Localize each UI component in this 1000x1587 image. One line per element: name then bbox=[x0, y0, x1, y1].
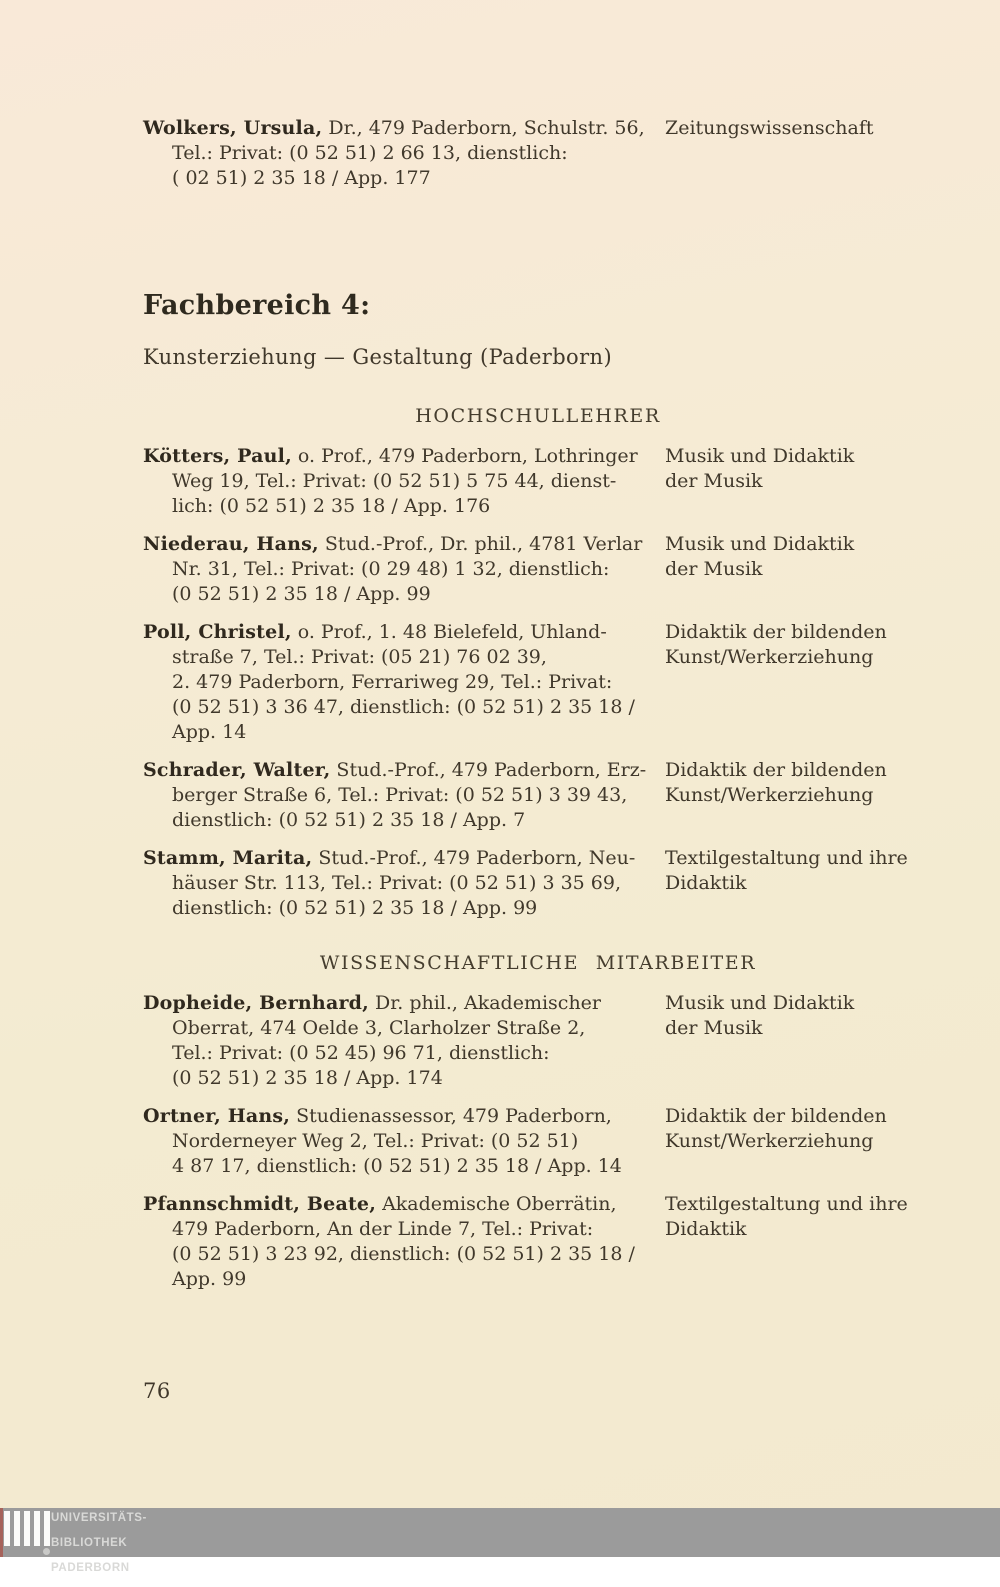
person-name: Ortner, Hans, bbox=[143, 1105, 291, 1127]
entry-subject bbox=[665, 758, 965, 833]
text-line: Oberrat, 474 Oelde 3, Clarholzer Straße 2, bbox=[172, 1017, 586, 1039]
person-name: Stamm, Marita, bbox=[143, 847, 313, 869]
entry-address bbox=[143, 758, 655, 833]
entry-first-line-rest: Dr., 479 Paderborn, Schulstr. 56, bbox=[322, 117, 645, 139]
text-line: UNIVERSITÄTS- bbox=[51, 1512, 147, 1524]
entry-subject bbox=[665, 991, 965, 1091]
directory-entry-pfannschmidt bbox=[143, 1192, 1000, 1292]
text-line: 4 87 17, dienstlich: (0 52 51) 2 35 18 / App. 14 bbox=[172, 1155, 622, 1177]
logo-bar-icon bbox=[44, 1511, 50, 1546]
group-heading-wiss-mitarbeiter: WISSENSCHAFTLICHE MITARBEITER bbox=[319, 952, 757, 974]
entry-first-line bbox=[143, 532, 655, 557]
library-logo-icon bbox=[4, 1511, 50, 1555]
entry-continuation bbox=[143, 1016, 655, 1091]
person-name: Kötters, Paul, bbox=[143, 445, 292, 467]
text-line: Nr. 31, Tel.: Privat: (0 29 48) 1 32, dienstlich: bbox=[172, 558, 610, 580]
directory-entry-wolkers bbox=[143, 116, 1000, 191]
entry-continuation bbox=[143, 783, 655, 833]
text-line: Didaktik der bildenden bbox=[665, 759, 887, 781]
section-subtitle: Kunsterziehung — Gestaltung (Paderborn) bbox=[143, 345, 613, 369]
text-line: Kunst/Werkerziehung bbox=[665, 646, 874, 668]
entry-subject bbox=[665, 532, 965, 607]
text-line: Textilgestaltung und ihre bbox=[665, 1193, 908, 1215]
entry-subject bbox=[665, 846, 965, 921]
text-line: Musik und Didaktik bbox=[665, 533, 855, 555]
entry-first-line-rest: o. Prof., 1. 48 Bielefeld, Uhland- bbox=[291, 621, 607, 643]
text-line: Didaktik bbox=[665, 872, 747, 894]
entry-address bbox=[143, 444, 655, 519]
directory-entry-koetters bbox=[143, 444, 1000, 519]
entry-first-line bbox=[143, 620, 655, 645]
entry-first-line bbox=[143, 991, 655, 1016]
entry-first-line bbox=[143, 116, 655, 141]
footer-red-edge bbox=[0, 1508, 3, 1557]
text-line: Tel.: Privat: (0 52 45) 96 71, dienstlich: bbox=[172, 1042, 550, 1064]
logo-bar-icon bbox=[24, 1511, 30, 1546]
text-line: Textilgestaltung und ihre bbox=[665, 847, 908, 869]
text-line: lich: (0 52 51) 2 35 18 / App. 176 bbox=[172, 495, 491, 517]
entry-address bbox=[143, 116, 655, 191]
text-line: (0 52 51) 3 36 47, dienstlich: (0 52 51) 2 35 18 / bbox=[172, 696, 635, 718]
group-heading-hochschullehrer: HOCHSCHULLEHRER bbox=[415, 405, 661, 427]
text-line: der Musik bbox=[665, 470, 763, 492]
entry-address bbox=[143, 1104, 655, 1179]
text-line: häuser Str. 113, Tel.: Privat: (0 52 51) 3 35 69, bbox=[172, 872, 622, 894]
entry-subject bbox=[665, 1192, 965, 1292]
entry-first-line bbox=[143, 758, 655, 783]
entry-address bbox=[143, 1192, 655, 1292]
text-line: Didaktik der bildenden bbox=[665, 621, 887, 643]
text-line: Musik und Didaktik bbox=[665, 992, 855, 1014]
text-line: der Musik bbox=[665, 1017, 763, 1039]
entry-continuation bbox=[143, 1129, 655, 1179]
group-hochschullehrer bbox=[143, 444, 1000, 921]
entry-first-line-rest: Akademische Oberrätin, bbox=[376, 1193, 617, 1215]
logo-dot-icon bbox=[43, 1548, 50, 1555]
entry-first-line bbox=[143, 1192, 655, 1217]
person-name: Poll, Christel, bbox=[143, 621, 292, 643]
text-line: ( 02 51) 2 35 18 / App. 177 bbox=[172, 167, 431, 189]
library-footer-bar bbox=[0, 1508, 1000, 1574]
text-line: Zeitungswissenschaft bbox=[665, 117, 874, 139]
text-line: der Musik bbox=[665, 558, 763, 580]
entry-subject bbox=[665, 620, 965, 745]
directory-entry-niederau bbox=[143, 532, 1000, 607]
text-line: Kunst/Werkerziehung bbox=[665, 1130, 874, 1152]
entry-first-line-rest: Studienassessor, 479 Paderborn, bbox=[290, 1105, 612, 1127]
entry-continuation bbox=[143, 557, 655, 607]
text-line: App. 14 bbox=[172, 721, 247, 743]
entry-address bbox=[143, 532, 655, 607]
text-line: (0 52 51) 2 35 18 / App. 174 bbox=[172, 1067, 443, 1089]
text-line: Musik und Didaktik bbox=[665, 445, 855, 467]
library-name bbox=[51, 1512, 147, 1587]
directory-entry-schrader bbox=[143, 758, 1000, 833]
entry-first-line bbox=[143, 1104, 655, 1129]
entry-continuation bbox=[143, 469, 655, 519]
entry-continuation bbox=[143, 871, 655, 921]
entry-first-line bbox=[143, 846, 655, 871]
page-number: 76 bbox=[143, 1379, 171, 1403]
entry-subject bbox=[665, 444, 965, 519]
text-line: Weg 19, Tel.: Privat: (0 52 51) 5 75 44, dienst- bbox=[172, 470, 617, 492]
text-line: dienstlich: (0 52 51) 2 35 18 / App. 7 bbox=[172, 809, 526, 831]
entry-first-line-rest: Stud.-Prof., Dr. phil., 4781 Verlar bbox=[318, 533, 643, 555]
entry-first-line bbox=[143, 444, 655, 469]
text-line: PADERBORN bbox=[51, 1562, 130, 1574]
text-line: (0 52 51) 3 23 92, dienstlich: (0 52 51) 2 35 18 / bbox=[172, 1243, 635, 1265]
directory-entry-ortner bbox=[143, 1104, 1000, 1179]
text-line: berger Straße 6, Tel.: Privat: (0 52 51) 3 39 43, bbox=[172, 784, 628, 806]
text-line: straße 7, Tel.: Privat: (05 21) 76 02 39, bbox=[172, 646, 547, 668]
entry-continuation bbox=[143, 645, 655, 745]
entry-address bbox=[143, 991, 655, 1091]
person-name: Schrader, Walter, bbox=[143, 759, 331, 781]
entry-first-line-rest: o. Prof., 479 Paderborn, Lothringer bbox=[291, 445, 638, 467]
directory-entry-dopheide bbox=[143, 991, 1000, 1091]
entry-subject bbox=[665, 116, 965, 191]
text-line: (0 52 51) 2 35 18 / App. 99 bbox=[172, 583, 431, 605]
section-title: Fachbereich 4: bbox=[143, 290, 371, 321]
group-wiss-mitarbeiter bbox=[143, 991, 1000, 1292]
directory-entry-stamm bbox=[143, 846, 1000, 921]
text-line: 2. 479 Paderborn, Ferrariweg 29, Tel.: Privat: bbox=[172, 671, 613, 693]
directory-entry-poll bbox=[143, 620, 1000, 745]
entry-address bbox=[143, 620, 655, 745]
text-line: dienstlich: (0 52 51) 2 35 18 / App. 99 bbox=[172, 897, 538, 919]
text-line: App. 99 bbox=[172, 1268, 247, 1290]
person-name: Dopheide, Bernhard, bbox=[143, 992, 369, 1014]
logo-bar-icon bbox=[4, 1511, 10, 1546]
entry-continuation bbox=[143, 1217, 655, 1292]
text-line: 479 Paderborn, An der Linde 7, Tel.: Privat: bbox=[172, 1218, 594, 1240]
logo-bar-icon bbox=[14, 1511, 20, 1546]
text-line: Didaktik bbox=[665, 1218, 747, 1240]
text-line: Tel.: Privat: (0 52 51) 2 66 13, dienstlich: bbox=[172, 142, 568, 164]
logo-bar-icon bbox=[34, 1511, 40, 1546]
text-line: BIBLIOTHEK bbox=[51, 1537, 128, 1549]
entry-first-line-rest: Stud.-Prof., 479 Paderborn, Neu- bbox=[312, 847, 636, 869]
text-line: Kunst/Werkerziehung bbox=[665, 784, 874, 806]
person-name: Wolkers, Ursula, bbox=[143, 117, 323, 139]
entry-subject bbox=[665, 1104, 965, 1179]
person-name: Niederau, Hans, bbox=[143, 533, 319, 555]
entry-continuation bbox=[143, 141, 655, 191]
entry-address bbox=[143, 846, 655, 921]
text-line: Didaktik der bildenden bbox=[665, 1105, 887, 1127]
entry-first-line-rest: Stud.-Prof., 479 Paderborn, Erz- bbox=[330, 759, 647, 781]
person-name: Pfannschmidt, Beate, bbox=[143, 1193, 377, 1215]
text-line: Norderneyer Weg 2, Tel.: Privat: (0 52 51) bbox=[172, 1130, 579, 1152]
entry-first-line-rest: Dr. phil., Akademischer bbox=[368, 992, 602, 1014]
